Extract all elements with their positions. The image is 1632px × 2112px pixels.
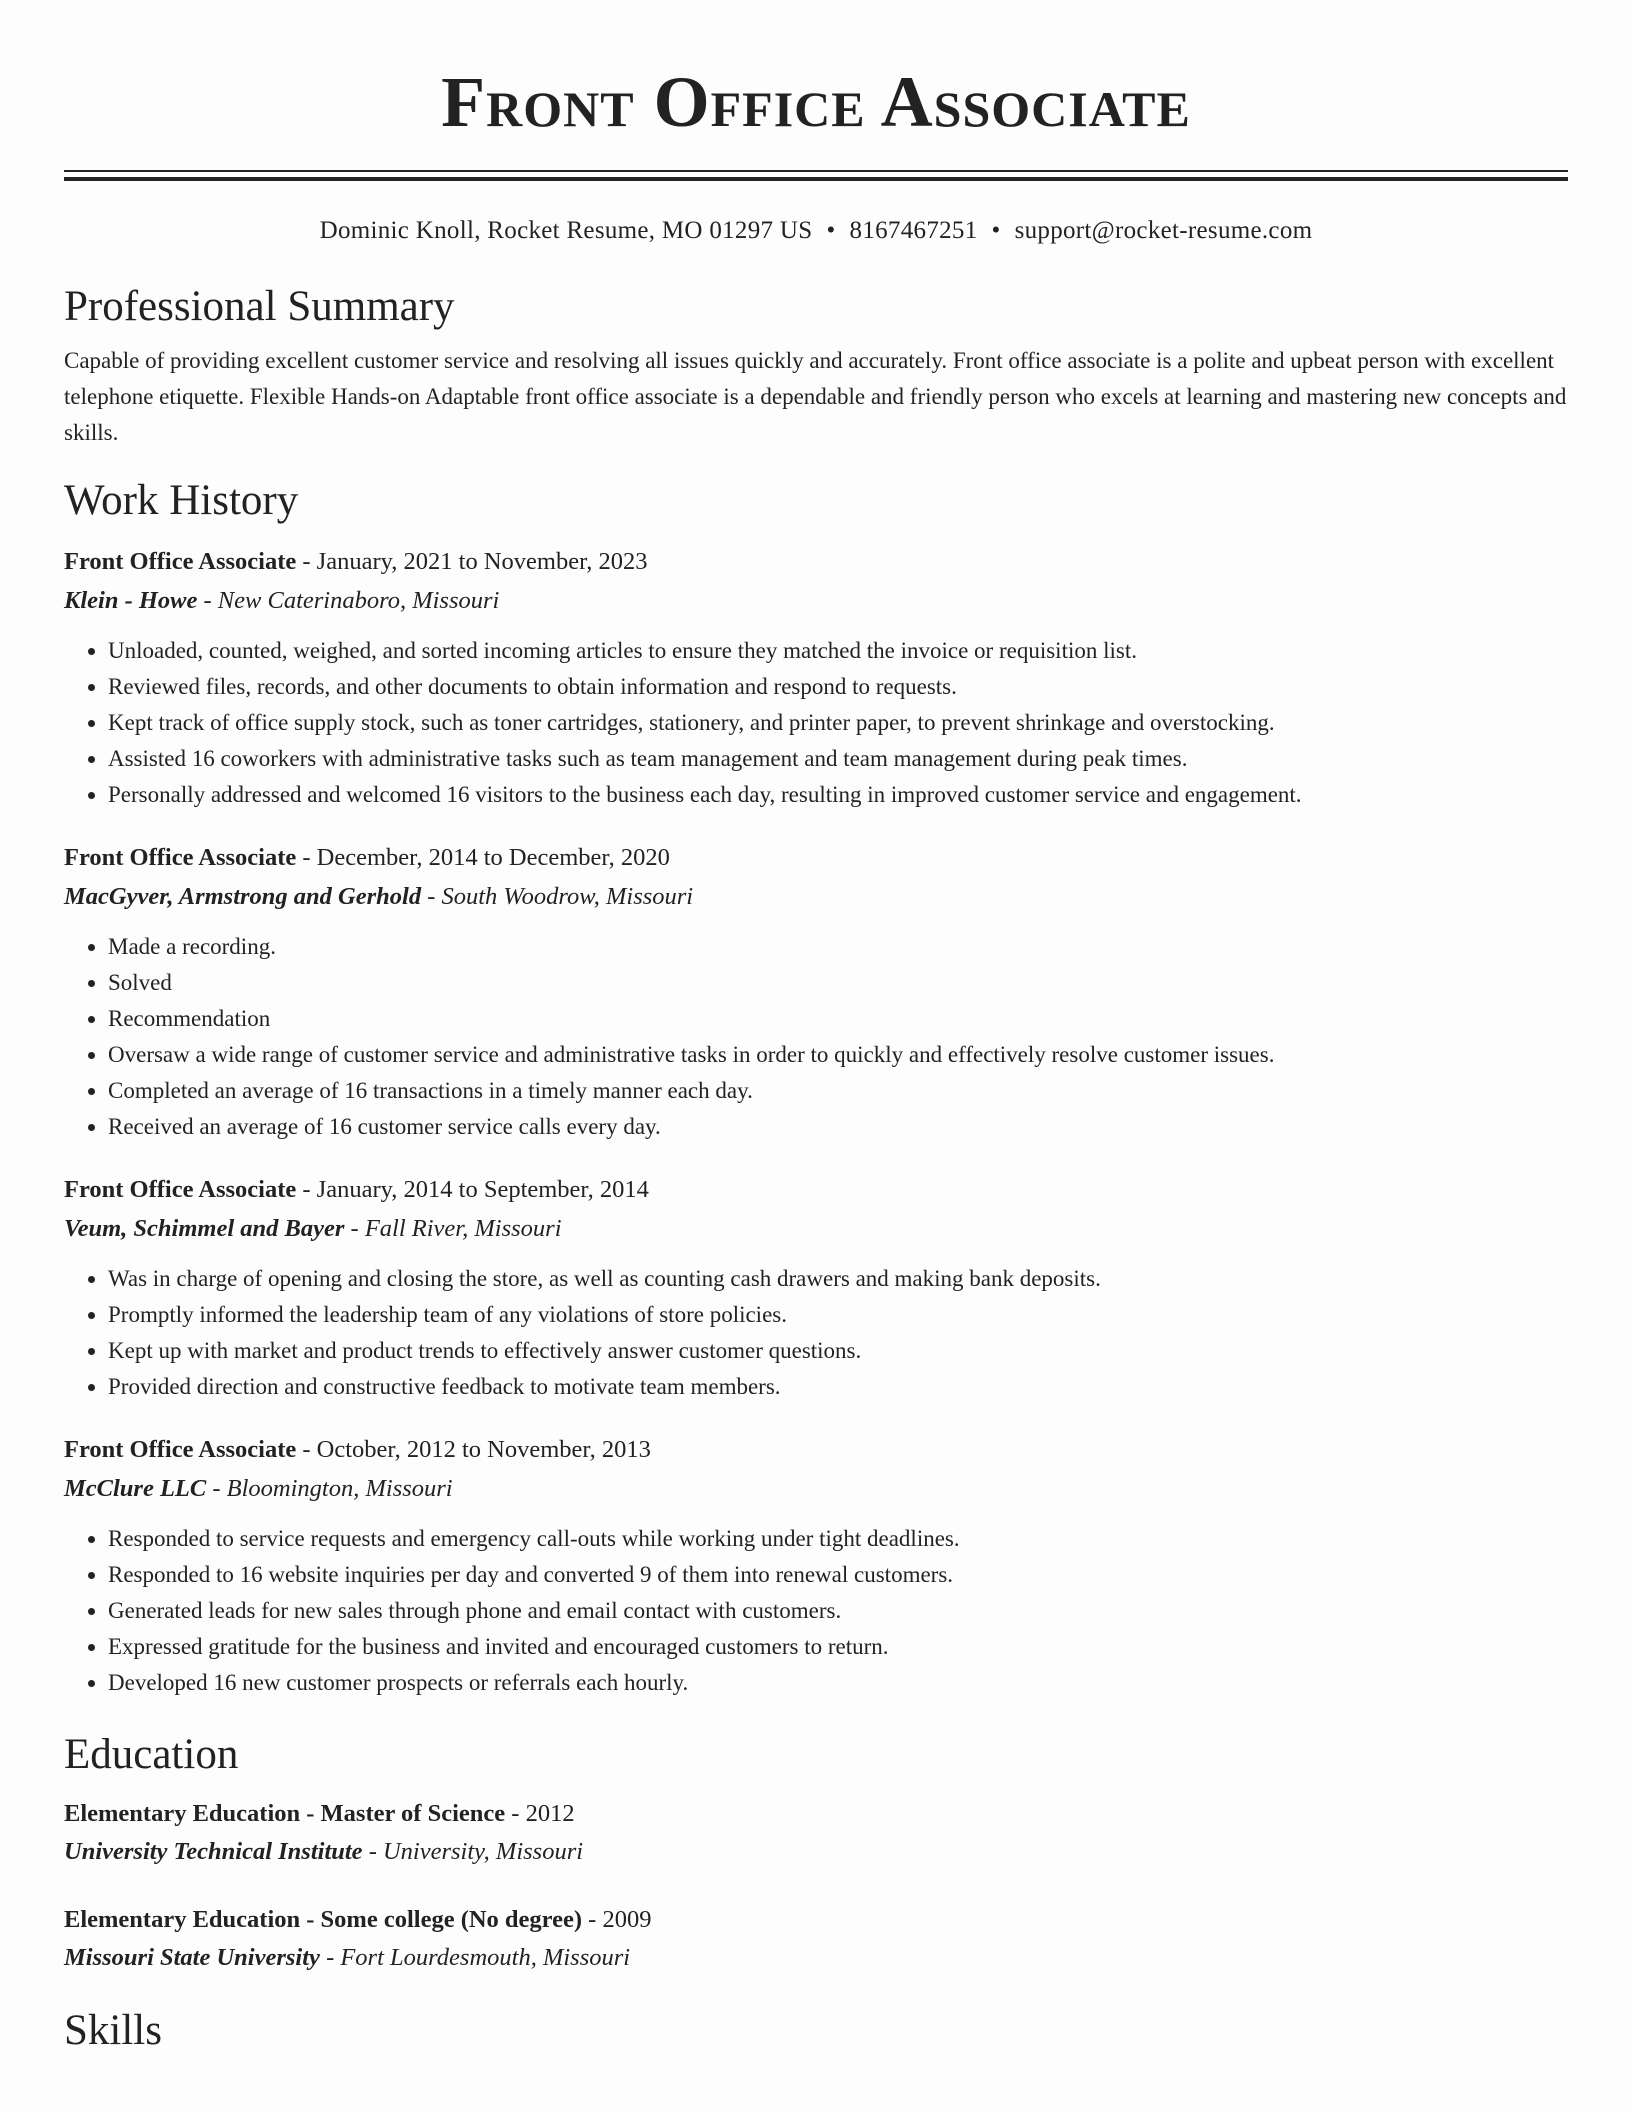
education-degree: Elementary Education - Some college (No degree) (64, 1906, 583, 1933)
job-dates: - January, 2021 to November, 2023 (296, 548, 648, 575)
job-location: - Fall River, Missouri (344, 1215, 562, 1242)
list-item: • Kept track of office supply stock, such as toner cartridges, stationery, and printer paper, to prevent shrinkage and overstocking. (108, 705, 1568, 741)
job-bullets (64, 929, 1568, 1145)
skills-section (64, 2005, 1568, 2057)
job-role: Front Office Associate (64, 548, 297, 575)
education-location: - University, Missouri (362, 1838, 584, 1865)
list-item: • Kept up with market and product trends to effectively answer customer questions. (108, 1333, 1568, 1369)
job-company: Veum, Schimmel and Bayer (64, 1215, 345, 1242)
education-entry (64, 1795, 1568, 1871)
professional-summary-section (64, 281, 1568, 451)
job-company-line (64, 1469, 1568, 1509)
job-location: - Bloomington, Missouri (206, 1475, 453, 1502)
resume-title: Front Office Associate (441, 62, 1191, 142)
job-company: MacGyver, Armstrong and Gerhold (64, 883, 422, 910)
section-heading-skills: Skills (64, 2007, 162, 2054)
list-item: • Was in charge of opening and closing the store, as well as counting cash drawers and making bank deposits. (108, 1261, 1568, 1297)
list-item: • Generated leads for new sales through phone and email contact with customers. (108, 1593, 1568, 1629)
list-item: • Assisted 16 coworkers with administrative tasks such as team management and team management during peak times. (108, 741, 1568, 777)
job-dates: - October, 2012 to November, 2013 (296, 1436, 651, 1463)
list-item: • Oversaw a wide range of customer service and administrative tasks in order to quickly and effectively resolve customer issues. (108, 1037, 1568, 1073)
education-school: University Technical Institute (64, 1838, 363, 1865)
contact-address: Dominic Knoll, Rocket Resume, MO 01297 US (319, 217, 813, 244)
education-year: - 2012 (505, 1800, 575, 1827)
education-school-line (64, 1833, 1568, 1871)
job-entry (64, 1171, 1568, 1405)
list-item: • Responded to service requests and emergency call-outs while working under tight deadlines. (108, 1521, 1568, 1557)
job-entry (64, 543, 1568, 813)
education-location: - Fort Lourdesmouth, Missouri (319, 1944, 631, 1971)
education-degree-line (64, 1795, 1568, 1833)
job-title-line (64, 543, 1568, 581)
list-item: • Personally addressed and welcomed 16 visitors to the business each day, resulting in improved customer service and engagement. (108, 777, 1568, 813)
section-heading-summary: Professional Summary (64, 283, 455, 330)
list-item: • Solved (108, 965, 1568, 1001)
contact-separator: • (991, 217, 1001, 244)
list-item: • Received an average of 16 customer service calls every day. (108, 1109, 1568, 1145)
job-role: Front Office Associate (64, 1436, 297, 1463)
job-role: Front Office Associate (64, 844, 297, 871)
job-company-line (64, 877, 1568, 917)
job-location: - South Woodrow, Missouri (421, 883, 694, 910)
job-title-line (64, 1431, 1568, 1469)
list-item: • Reviewed files, records, and other documents to obtain information and respond to requests. (108, 669, 1568, 705)
job-bullets (64, 633, 1568, 813)
job-company-line (64, 1209, 1568, 1249)
job-company-line (64, 581, 1568, 621)
list-item: • Promptly informed the leadership team of any violations of store policies. (108, 1297, 1568, 1333)
job-dates: - January, 2014 to September, 2014 (296, 1176, 649, 1203)
job-location: - New Caterinaboro, Missouri (197, 587, 500, 614)
education-school-line (64, 1939, 1568, 1977)
job-title-line (64, 839, 1568, 877)
list-item: • Provided direction and constructive feedback to motivate team members. (108, 1369, 1568, 1405)
job-entry (64, 839, 1568, 1145)
contact-phone: 8167467251 (849, 217, 978, 244)
education-school: Missouri State University (64, 1944, 320, 1971)
job-bullets (64, 1261, 1568, 1405)
education-year: - 2009 (582, 1906, 652, 1933)
contact-email: support@rocket-resume.com (1014, 217, 1313, 244)
list-item: • Made a recording. (108, 929, 1568, 965)
summary-text: Capable of providing excellent customer service and resolving all issues quickly and accurately. Front office associate is a polite and upbeat person with excellent telephone etiquette. Flexible Hands-on Adaptable front office associate is a dependable and friendly person who excels at learning and mastering new concepts and skills. (64, 348, 1567, 445)
education-degree: Elementary Education - Master of Science (64, 1800, 506, 1827)
job-company: McClure LLC (64, 1475, 207, 1502)
section-heading-education: Education (64, 1731, 239, 1778)
title-double-rule (64, 170, 1568, 181)
list-item: • Recommendation (108, 1001, 1568, 1037)
job-role: Front Office Associate (64, 1176, 297, 1203)
job-bullets (64, 1521, 1568, 1701)
list-item: • Unloaded, counted, weighed, and sorted incoming articles to ensure they matched the invoice or requisition list. (108, 633, 1568, 669)
list-item: • Developed 16 new customer prospects or referrals each hourly. (108, 1665, 1568, 1701)
list-item: • Completed an average of 16 transactions in a timely manner each day. (108, 1073, 1568, 1109)
job-entry (64, 1431, 1568, 1701)
education-entry (64, 1901, 1568, 1977)
list-item: • Responded to 16 website inquiries per day and converted 9 of them into renewal customers. (108, 1557, 1568, 1593)
contact-line (64, 215, 1568, 247)
education-degree-line (64, 1901, 1568, 1939)
job-title-line (64, 1171, 1568, 1209)
list-item: • Expressed gratitude for the business and invited and encouraged customers to return. (108, 1629, 1568, 1665)
section-heading-work: Work History (64, 477, 299, 524)
contact-separator: • (826, 217, 836, 244)
education-section (64, 1729, 1568, 1977)
work-history-section (64, 475, 1568, 1701)
job-company: Klein - Howe (64, 587, 198, 614)
job-dates: - December, 2014 to December, 2020 (296, 844, 670, 871)
